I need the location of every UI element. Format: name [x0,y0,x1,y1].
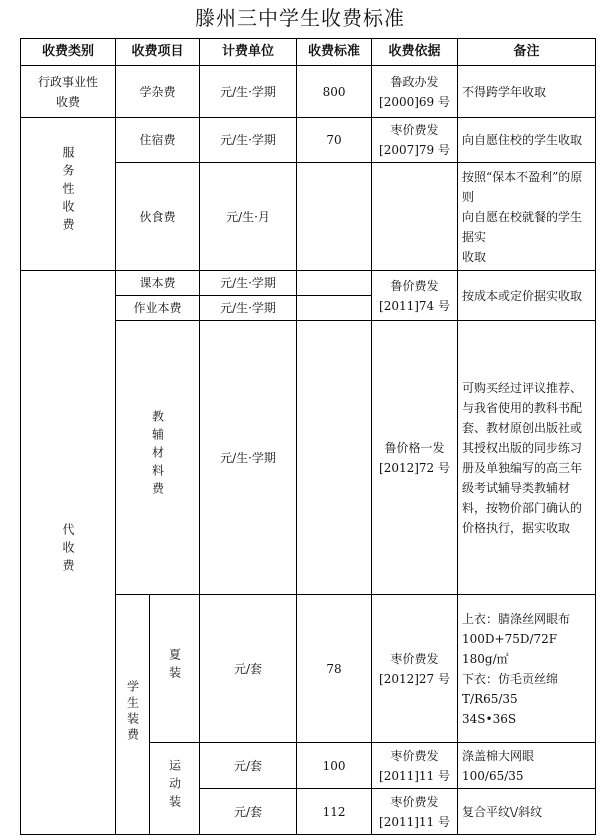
item-materials [116,321,200,595]
item-sports [150,743,200,835]
remark-meals: 按照“保本不盈利”的原则 向自愿在校就餐的学生据实 收取 [458,163,596,271]
category-agency [21,271,116,835]
item-tuition: 学杂费 [116,66,200,118]
basis-summer: 枣价费发 [2012]27 号 [372,595,458,743]
category-admin: 行政事业性 收费 [21,66,116,118]
standard-sports-2: 112 [297,789,372,835]
header-row [21,39,596,66]
standard-summer: 78 [297,595,372,743]
standard-sports-1: 100 [297,743,372,789]
item-materials-label: 教辅材料费 [150,409,165,500]
remark-lodging: 向自愿住校的学生收取 [458,118,596,163]
standard-lodging: 70 [297,118,372,163]
header-remark: 备注 [458,39,596,66]
unit-lodging: 元/生·学期 [200,118,297,163]
basis-tuition: 鲁政办发 [2000]69 号 [372,66,458,118]
unit-summer: 元/套 [200,595,297,743]
header-basis: 收费依据 [372,39,458,66]
basis-sports-2: 枣价费发 [2011]11 号 [372,789,458,835]
remark-summer: 上衣：腈涤丝网眼布 100D+75D/72F 180g/㎡ 下衣：仿毛贡丝绵 T/R65/35 34S•36S [458,595,596,743]
item-sports-label: 运动装 [167,758,182,813]
basis-meals [372,163,458,271]
category-service-label: 服务性收费 [61,146,75,236]
item-summer-label: 夏装 [167,647,182,684]
fee-table [20,38,596,835]
item-lodging: 住宿费 [116,118,200,163]
item-uniform-label: 学生装费 [125,679,140,744]
unit-sports-2: 元/套 [200,789,297,835]
remark-tuition: 不得跨学年收取 [458,66,596,118]
standard-meals [297,163,372,271]
remark-materials: 可购买经过评议推荐、与我省使用的教科书配套、教材原创出版社或其授权出版的同步练习册及单独编写的高三年级考试辅导类教辅材料，按物价部门确认的价格执行，据实收取 [458,321,596,595]
basis-books: 鲁价费发 [2011]74 号 [372,271,458,321]
item-textbook: 课本费 [116,271,200,296]
category-agency-label: 代收费 [61,522,75,577]
table-row [21,66,596,118]
item-meals: 伙食费 [116,163,200,271]
standard-workbook [297,296,372,321]
item-uniform [116,595,150,835]
category-service [21,118,116,271]
header-standard: 收费标准 [297,39,372,66]
table-row [21,118,596,163]
remark-sports-1: 涤盖棉大网眼 100/65/35 [458,743,596,789]
unit-meals: 元/生·月 [200,163,297,271]
basis-sports-1: 枣价费发 [2011]11 号 [372,743,458,789]
standard-tuition: 800 [297,66,372,118]
basis-materials: 鲁价格一发 [2012]72 号 [372,321,458,595]
unit-textbook: 元/生·学期 [200,271,297,296]
unit-materials: 元/生·学期 [200,321,297,595]
item-workbook: 作业本费 [116,296,200,321]
standard-materials [297,321,372,595]
header-category: 收费类别 [21,39,116,66]
standard-textbook [297,271,372,296]
header-unit: 计费单位 [200,39,297,66]
table-row [21,271,596,296]
header-item: 收费项目 [116,39,200,66]
unit-sports-1: 元/套 [200,743,297,789]
unit-tuition: 元/生·学期 [200,66,297,118]
remark-books: 按成本或定价据实收取 [458,271,596,321]
remark-sports-2: 复合平纹\/斜纹 [458,789,596,835]
item-summer [150,595,200,743]
unit-workbook: 元/生·学期 [200,296,297,321]
page-title: 滕州三中学生收费标准 [195,6,405,30]
basis-lodging: 枣价费发 [2007]79 号 [372,118,458,163]
